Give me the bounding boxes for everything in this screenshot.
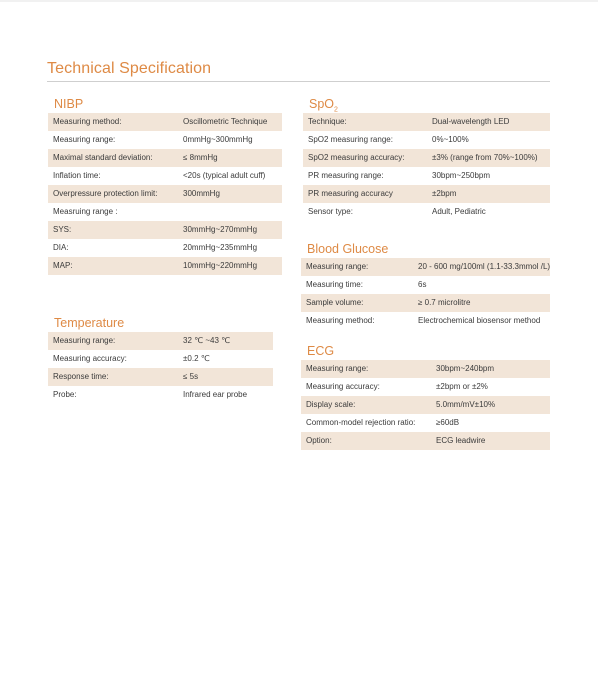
spo2-title-main: SpO: [309, 97, 335, 111]
spec-label: Measuring accuracy:: [48, 350, 178, 368]
spec-label: Overpressure protection limit:: [48, 185, 178, 203]
spec-label: PR measuring range:: [303, 167, 427, 185]
spec-row: [48, 239, 282, 257]
spec-row: [48, 203, 282, 221]
spec-value: ±2bpm: [427, 185, 550, 203]
spec-row: [301, 294, 550, 312]
page-top-edge: [0, 0, 598, 2]
temperature-rows: [48, 332, 273, 404]
temperature-table: [48, 332, 273, 404]
spec-label: Measuring method:: [301, 312, 413, 330]
spec-row: [48, 386, 273, 404]
spec-label: Measuring range:: [301, 360, 431, 378]
spec-label: SpO2 measuring range:: [303, 131, 427, 149]
spec-label: Technique:: [303, 113, 427, 131]
spec-row: [301, 396, 550, 414]
spec-value: Adult, Pediatric: [427, 203, 550, 221]
spo2-table: [303, 113, 550, 221]
spec-value: Electrochemical biosensor method: [413, 312, 550, 330]
page-title: Technical Specification: [47, 60, 212, 77]
blood-glucose-table: [301, 258, 550, 330]
blood-glucose-rows: [301, 258, 550, 330]
spec-row: [301, 360, 550, 378]
spec-label: Measruing range :: [48, 203, 178, 221]
ecg-rows: [301, 360, 550, 450]
spec-value: ±2bpm or ±2%: [431, 378, 550, 396]
spec-row: [48, 185, 282, 203]
nibp-table: [48, 113, 282, 275]
spec-label: Measuring method:: [48, 113, 178, 131]
spec-value: ≤ 5s: [178, 368, 273, 386]
title-divider: [47, 81, 550, 82]
spec-row: [48, 131, 282, 149]
spec-value: Infrared ear probe: [178, 386, 273, 404]
spec-value: 5.0mm/mV±10%: [431, 396, 550, 414]
spec-row: [48, 350, 273, 368]
spec-row: [301, 432, 550, 450]
spec-row: [303, 149, 550, 167]
blood-glucose-title: Blood Glucose: [307, 242, 389, 256]
spo2-title: [303, 95, 550, 113]
spec-value: ≥ 0.7 microlitre: [413, 294, 550, 312]
temperature-section: [48, 314, 273, 404]
spec-row: [48, 257, 282, 275]
spec-label: SpO2 measuring accuracy:: [303, 149, 427, 167]
spec-label: Sensor type:: [303, 203, 427, 221]
nibp-rows: [48, 113, 282, 275]
spec-label: Measuring range:: [48, 332, 178, 350]
spec-row: [48, 221, 282, 239]
spec-row: [301, 258, 550, 276]
spec-label: MAP:: [48, 257, 178, 275]
spec-value: ±0.2 ℃: [178, 350, 273, 368]
spec-row: [301, 414, 550, 432]
spec-value: ECG leadwire: [431, 432, 550, 450]
spec-row: [303, 131, 550, 149]
spec-label: Option:: [301, 432, 431, 450]
spec-row: [48, 368, 273, 386]
spec-value: ≥60dB: [431, 414, 550, 432]
spec-row: [303, 167, 550, 185]
spec-label: PR measuring accuracy: [303, 185, 427, 203]
spec-label: Common-model rejection ratio:: [301, 414, 431, 432]
spec-row: [48, 332, 273, 350]
spec-label: Measuring range:: [48, 131, 178, 149]
spec-value: Dual-wavelength LED: [427, 113, 550, 131]
spec-row: [48, 113, 282, 131]
spo2-rows: [303, 113, 550, 221]
spec-value: Oscillometric Technique: [178, 113, 282, 131]
spec-value: 0%~100%: [427, 131, 550, 149]
spec-row: [48, 167, 282, 185]
spec-value: 30mmHg~270mmHg: [178, 221, 282, 239]
spec-row: [301, 378, 550, 396]
spec-label: Maximal standard deviation:: [48, 149, 178, 167]
ecg-section: [301, 342, 550, 450]
spec-label: Measuring accuracy:: [301, 378, 431, 396]
spec-value: ±3% (range from 70%~100%): [427, 149, 550, 167]
spo2-section: [303, 95, 550, 221]
spec-value: 300mmHg: [178, 185, 282, 203]
spec-label: Measuring time:: [301, 276, 413, 294]
spec-row: [48, 149, 282, 167]
spec-value: 0mmHg~300mmHg: [178, 131, 282, 149]
nibp-section: [48, 95, 282, 275]
spec-value: 10mmHg~220mmHg: [178, 257, 282, 275]
spec-value: 30bpm~240bpm: [431, 360, 550, 378]
spec-value: 32 ℃ ~43 ℃: [178, 332, 273, 350]
blood-glucose-section: [301, 240, 550, 330]
spec-value: [178, 203, 282, 221]
spo2-title-sub: 2: [334, 106, 338, 114]
spec-label: DIA:: [48, 239, 178, 257]
spec-value: <20s (typical adult cuff): [178, 167, 282, 185]
spec-label: Display scale:: [301, 396, 431, 414]
nibp-title: NIBP: [54, 97, 84, 111]
spec-label: Sample volume:: [301, 294, 413, 312]
spec-row: [303, 203, 550, 221]
spec-row: [301, 276, 550, 294]
spec-row: [303, 113, 550, 131]
spec-value: 20 - 600 mg/100ml (1.1-33.3mmol /L): [413, 258, 550, 276]
ecg-title: ECG: [307, 344, 335, 358]
spec-value: 6s: [413, 276, 550, 294]
spec-label: Response time:: [48, 368, 178, 386]
spec-value: 20mmHg~235mmHg: [178, 239, 282, 257]
spec-label: Probe:: [48, 386, 178, 404]
spec-row: [303, 185, 550, 203]
temperature-title: Temperature: [54, 316, 125, 330]
spec-label: SYS:: [48, 221, 178, 239]
ecg-table: [301, 360, 550, 450]
spec-row: [301, 312, 550, 330]
spec-label: Measuring range:: [301, 258, 413, 276]
spec-value: 30bpm~250bpm: [427, 167, 550, 185]
spec-label: Inflation time:: [48, 167, 178, 185]
spec-value: ≤ 8mmHg: [178, 149, 282, 167]
